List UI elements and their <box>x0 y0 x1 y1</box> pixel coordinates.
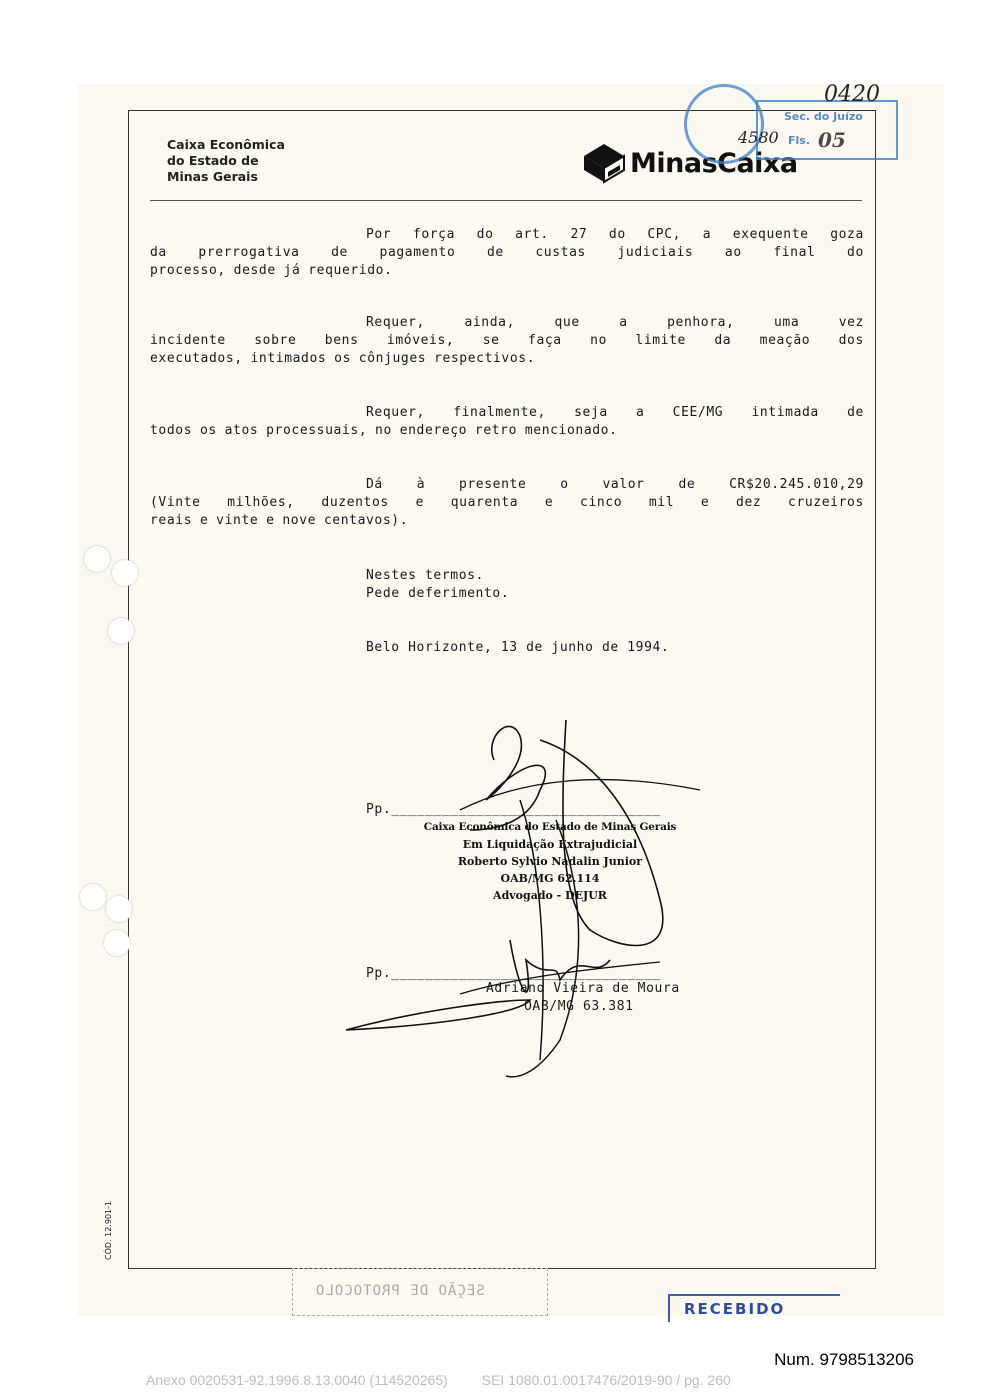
word: vinte <box>216 513 259 528</box>
binder-hole <box>106 896 132 922</box>
word: prerrogativa <box>198 245 300 260</box>
word: processuais, <box>266 423 368 438</box>
word: meação <box>759 333 811 348</box>
word: de <box>331 245 348 260</box>
word: e <box>415 495 424 510</box>
binder-hole <box>84 546 110 572</box>
word: de <box>847 405 864 420</box>
word: a <box>619 315 628 330</box>
word: uma <box>773 315 800 330</box>
word: final <box>773 245 816 260</box>
word: todos <box>150 423 193 438</box>
seal-text: Sec. do Juízo <box>784 110 863 123</box>
word: a <box>636 405 645 420</box>
paragraph-line <box>150 404 864 422</box>
word: finalmente, <box>453 405 546 420</box>
word: que <box>554 315 580 330</box>
word: cônjuges <box>358 351 427 366</box>
word: valor <box>602 477 645 492</box>
word: já <box>283 263 301 278</box>
paragraph-line <box>150 512 864 530</box>
stamp-line: Roberto Sylvio Nadalin Junior <box>457 855 643 868</box>
signature-line: Pp.________________________________ <box>366 802 661 817</box>
bank-name <box>167 137 285 185</box>
word: do <box>608 227 626 242</box>
word: atos <box>224 423 259 438</box>
word: sobre <box>254 333 297 348</box>
paragraph-line <box>150 332 864 350</box>
word: presente <box>458 477 527 492</box>
paragraph <box>150 314 864 368</box>
word: pagamento <box>379 245 456 260</box>
binder-hole <box>80 884 106 910</box>
word: a <box>702 227 712 242</box>
word: centavos). <box>323 513 409 528</box>
word: mil <box>648 495 675 510</box>
word: e <box>266 513 275 528</box>
bank-name-line: Caixa Econômica <box>167 137 285 152</box>
word: vez <box>838 315 864 330</box>
word: (Vinte <box>150 495 201 510</box>
paragraph <box>150 404 864 440</box>
word: da <box>150 245 167 260</box>
bank-name-line: Minas Gerais <box>167 169 258 184</box>
binder-hole <box>112 560 138 586</box>
word: os <box>334 351 351 366</box>
signer-oab: OAB/MG 63.381 <box>524 999 634 1014</box>
word: desde <box>233 263 276 278</box>
paragraph-line <box>150 262 864 280</box>
word: exequente <box>732 227 809 242</box>
word: de <box>486 245 504 260</box>
lawyer-stamp <box>420 819 680 904</box>
word: processo, <box>150 263 226 278</box>
sei-reference: SEI 1080.01.0017476/2019-90 / pg. 260 <box>481 1372 731 1388</box>
word: incidente <box>150 333 226 348</box>
word: faça <box>528 333 562 348</box>
received-stamp-text: RECEBIDO <box>684 1300 786 1318</box>
word: Requer, <box>366 405 425 420</box>
word: custas <box>535 245 586 260</box>
bank-name-line: do Estado de <box>167 153 259 168</box>
paragraph-line <box>150 476 864 494</box>
word: dez <box>736 495 762 510</box>
stamp-line: Em Liquidação Extrajudicial <box>462 838 638 851</box>
word: ao <box>724 245 742 260</box>
paragraph-line <box>150 422 864 440</box>
word: seja <box>574 405 608 420</box>
header-divider <box>150 200 862 201</box>
word: ainda, <box>464 315 516 330</box>
word: força <box>412 227 456 242</box>
word: judiciais <box>617 245 694 260</box>
stamp-line: OAB/MG 62.114 <box>500 872 600 885</box>
word: CR$20.245.010,29 <box>729 477 864 492</box>
word: no <box>590 333 607 348</box>
word: quarenta <box>450 495 519 510</box>
word: nove <box>282 513 317 528</box>
word: cruzeiros <box>788 495 864 510</box>
protocol-stamp-text: SEÇÃO DE PROTOCOLO <box>315 1283 485 1299</box>
closing-line: Pede deferimento. <box>366 586 510 601</box>
word: do <box>847 245 864 260</box>
stamp-line: Advogado - DEJUR <box>493 889 607 902</box>
word: goza <box>830 227 864 242</box>
word: CPC, <box>647 227 682 242</box>
handwritten-page-number: 0420 <box>824 82 880 107</box>
place-date: Belo Horizonte, 13 de junho de 1994. <box>366 640 670 655</box>
word: limite <box>635 333 686 348</box>
form-code: CÓD. 12.901-1 <box>104 1200 113 1260</box>
word: à <box>416 477 426 492</box>
word: imóveis, <box>386 333 455 348</box>
word: Requer, <box>366 315 425 330</box>
word: art. <box>515 227 549 242</box>
binder-hole <box>104 930 130 956</box>
word: 27 <box>570 227 588 242</box>
word: Dá <box>366 477 383 492</box>
word: intimada <box>751 405 819 420</box>
word: Por <box>366 227 392 242</box>
word: o <box>560 477 569 492</box>
paragraph <box>150 226 864 280</box>
fls-label: Fls. <box>788 134 811 147</box>
handwritten-folio-number: 4580 <box>738 128 779 147</box>
word: se <box>482 333 500 348</box>
signer-name: Adriano Vieira de Moura <box>486 981 680 996</box>
word: mencionado. <box>524 423 618 438</box>
received-stamp <box>668 1294 840 1322</box>
footer-reference <box>146 1372 731 1388</box>
word: retro <box>474 423 518 438</box>
word: do <box>476 227 494 242</box>
word: respectivos. <box>434 351 536 366</box>
word: cinco <box>580 495 623 510</box>
word: da <box>714 333 732 348</box>
fls-number: 05 <box>818 128 846 152</box>
court-seal-stamp <box>684 84 764 164</box>
closing-line: Nestes termos. <box>366 568 484 583</box>
word: de <box>678 477 696 492</box>
word: penhora, <box>667 315 735 330</box>
word: e <box>199 513 209 528</box>
word: e <box>544 495 554 510</box>
word: endereço <box>399 423 468 438</box>
binder-hole <box>108 618 134 644</box>
word: no <box>375 423 392 438</box>
word: requerido. <box>308 263 393 278</box>
paragraph-line <box>150 314 864 332</box>
word: duzentos <box>321 495 389 510</box>
document-frame <box>128 110 876 1269</box>
paragraph-line <box>150 494 864 512</box>
word: os <box>199 423 217 438</box>
word: dos <box>838 333 864 348</box>
word: CEE/MG <box>672 405 724 420</box>
protocol-stamp <box>292 1268 548 1316</box>
stamp-line: Caixa Econômica do Estado de Minas Gerais <box>423 821 677 833</box>
paragraph-line <box>150 244 864 262</box>
document-number: Num. 9798513206 <box>774 1350 914 1369</box>
annex-reference: Anexo 0020531-92.1996.8.13.0040 (114520265) <box>146 1372 448 1388</box>
word: e <box>700 495 710 510</box>
signature-line: Pp.________________________________ <box>366 966 661 981</box>
word: intimados <box>250 351 327 366</box>
paragraph-line <box>150 226 864 244</box>
logo-text: MinasCaixa <box>630 147 798 179</box>
paragraph <box>150 476 864 530</box>
word: executados, <box>150 351 243 366</box>
paragraph-line <box>150 350 864 368</box>
word: milhões, <box>227 495 295 510</box>
cube-logo-icon <box>582 142 626 184</box>
word: bens <box>324 333 359 348</box>
word: reais <box>150 513 193 528</box>
